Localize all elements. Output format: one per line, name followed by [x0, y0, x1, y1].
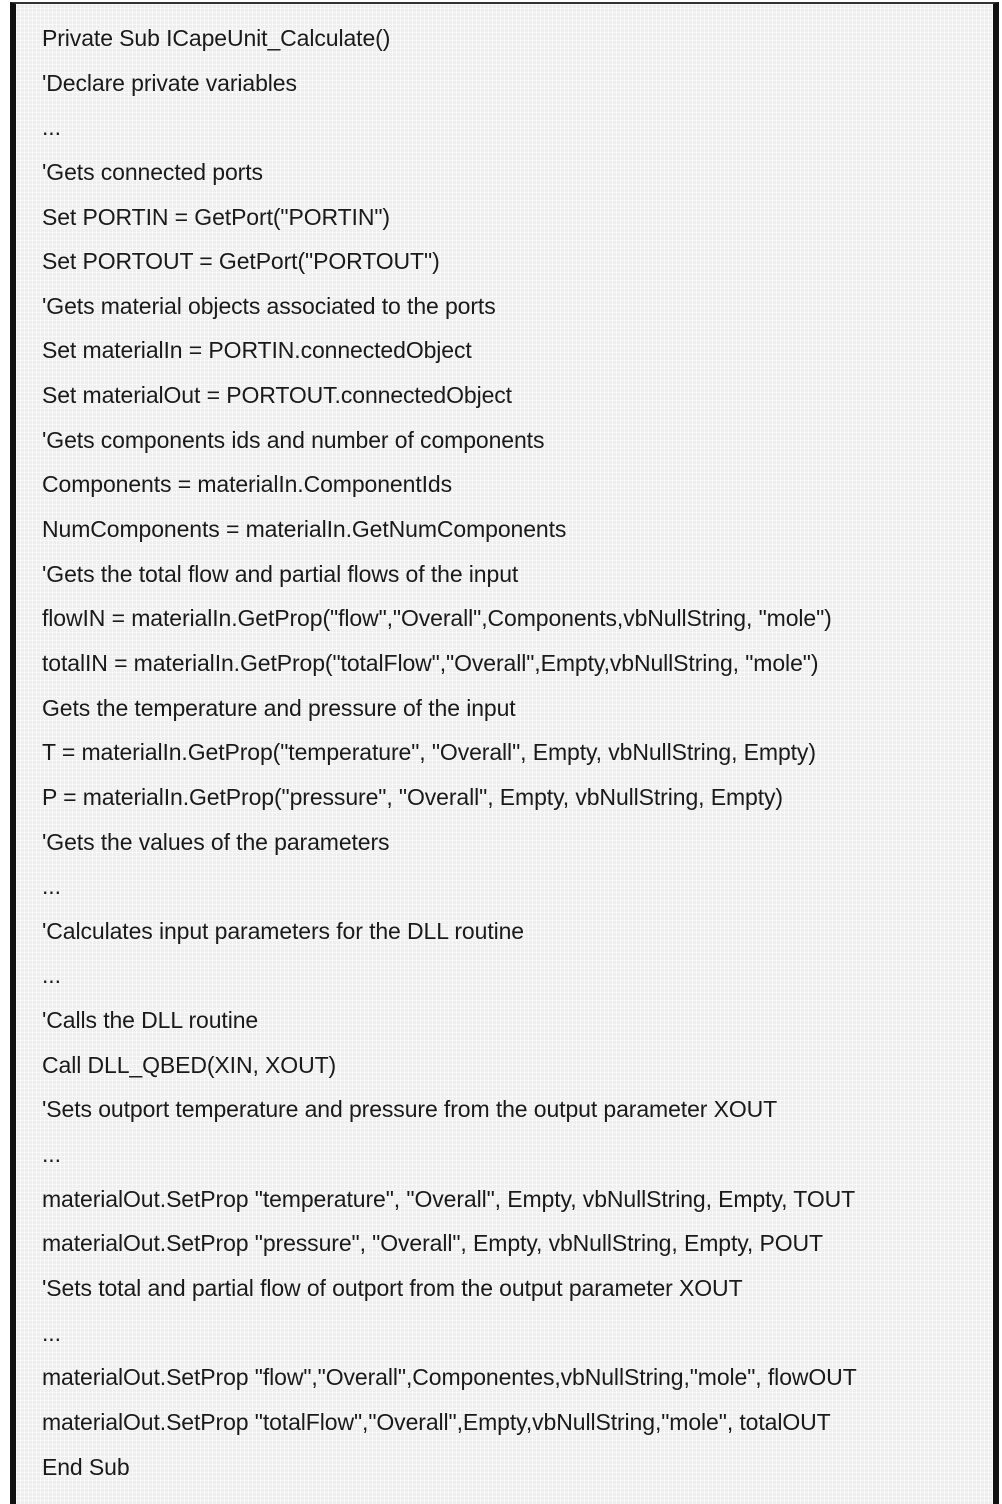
code-line: Set materialOut = PORTOUT.connectedObject	[42, 382, 512, 409]
code-line: ...	[42, 1319, 61, 1346]
code-line: ...	[42, 114, 61, 141]
code-line: NumComponents = materialIn.GetNumComponents	[42, 516, 567, 543]
code-line: materialOut.SetProp "temperature", "Overall", Empty, vbNullString, Empty, TOUT	[42, 1185, 856, 1212]
code-line: 'Gets components ids and number of components	[42, 426, 545, 453]
code-listing-frame	[10, 2, 999, 1504]
code-line: 'Gets the total flow and partial flows of the input	[42, 560, 519, 587]
code-line: ...	[42, 1141, 61, 1168]
code-line: Set PORTIN = GetPort("PORTIN")	[42, 203, 390, 230]
code-line: End Sub	[42, 1453, 130, 1480]
code-line: Gets the temperature and pressure of the input	[42, 694, 516, 721]
code-line: 'Sets outport temperature and pressure from the output parameter XOUT	[42, 1096, 778, 1123]
code-line: totalIN = materialIn.GetProp("totalFlow","Overall",Empty,vbNullString, "mole")	[42, 649, 819, 676]
code-line: T = materialIn.GetProp("temperature", "Overall", Empty, vbNullString, Empty)	[42, 739, 816, 766]
code-line: Components = materialIn.ComponentIds	[42, 471, 452, 498]
code-line: materialOut.SetProp "pressure", "Overall", Empty, vbNullString, Empty, POUT	[42, 1230, 823, 1257]
code-line: Private Sub ICapeUnit_Calculate()	[42, 25, 391, 51]
code-line: Set PORTOUT = GetPort("PORTOUT")	[42, 248, 440, 275]
code-line: ...	[42, 962, 61, 989]
code-line: 'Calculates input parameters for the DLL routine	[42, 917, 524, 944]
code-line: Call DLL_QBED(XIN, XOUT)	[42, 1051, 337, 1078]
code-listing	[42, 26, 857, 1499]
code-line: materialOut.SetProp "flow","Overall",Componentes,vbNullString,"mole", flowOUT	[42, 1364, 857, 1391]
code-line: 'Declare private variables	[42, 69, 297, 96]
code-line: materialOut.SetProp "totalFlow","Overall",Empty,vbNullString,"mole", totalOUT	[42, 1408, 831, 1435]
code-line: flowIN = materialIn.GetProp("flow","Overall",Components,vbNullString, "mole")	[42, 605, 832, 632]
code-line: ...	[42, 873, 61, 900]
code-line: P = materialIn.GetProp("pressure", "Overall", Empty, vbNullString, Empty)	[42, 783, 783, 810]
code-line: 'Gets connected ports	[42, 158, 263, 185]
code-line: 'Calls the DLL routine	[42, 1007, 259, 1034]
code-line: 'Gets material objects associated to the ports	[42, 292, 496, 319]
code-line: 'Gets the values of the parameters	[42, 828, 390, 855]
code-line: Set materialIn = PORTIN.connectedObject	[42, 337, 472, 364]
code-line: 'Sets total and partial flow of outport from the output parameter XOUT	[42, 1274, 743, 1301]
